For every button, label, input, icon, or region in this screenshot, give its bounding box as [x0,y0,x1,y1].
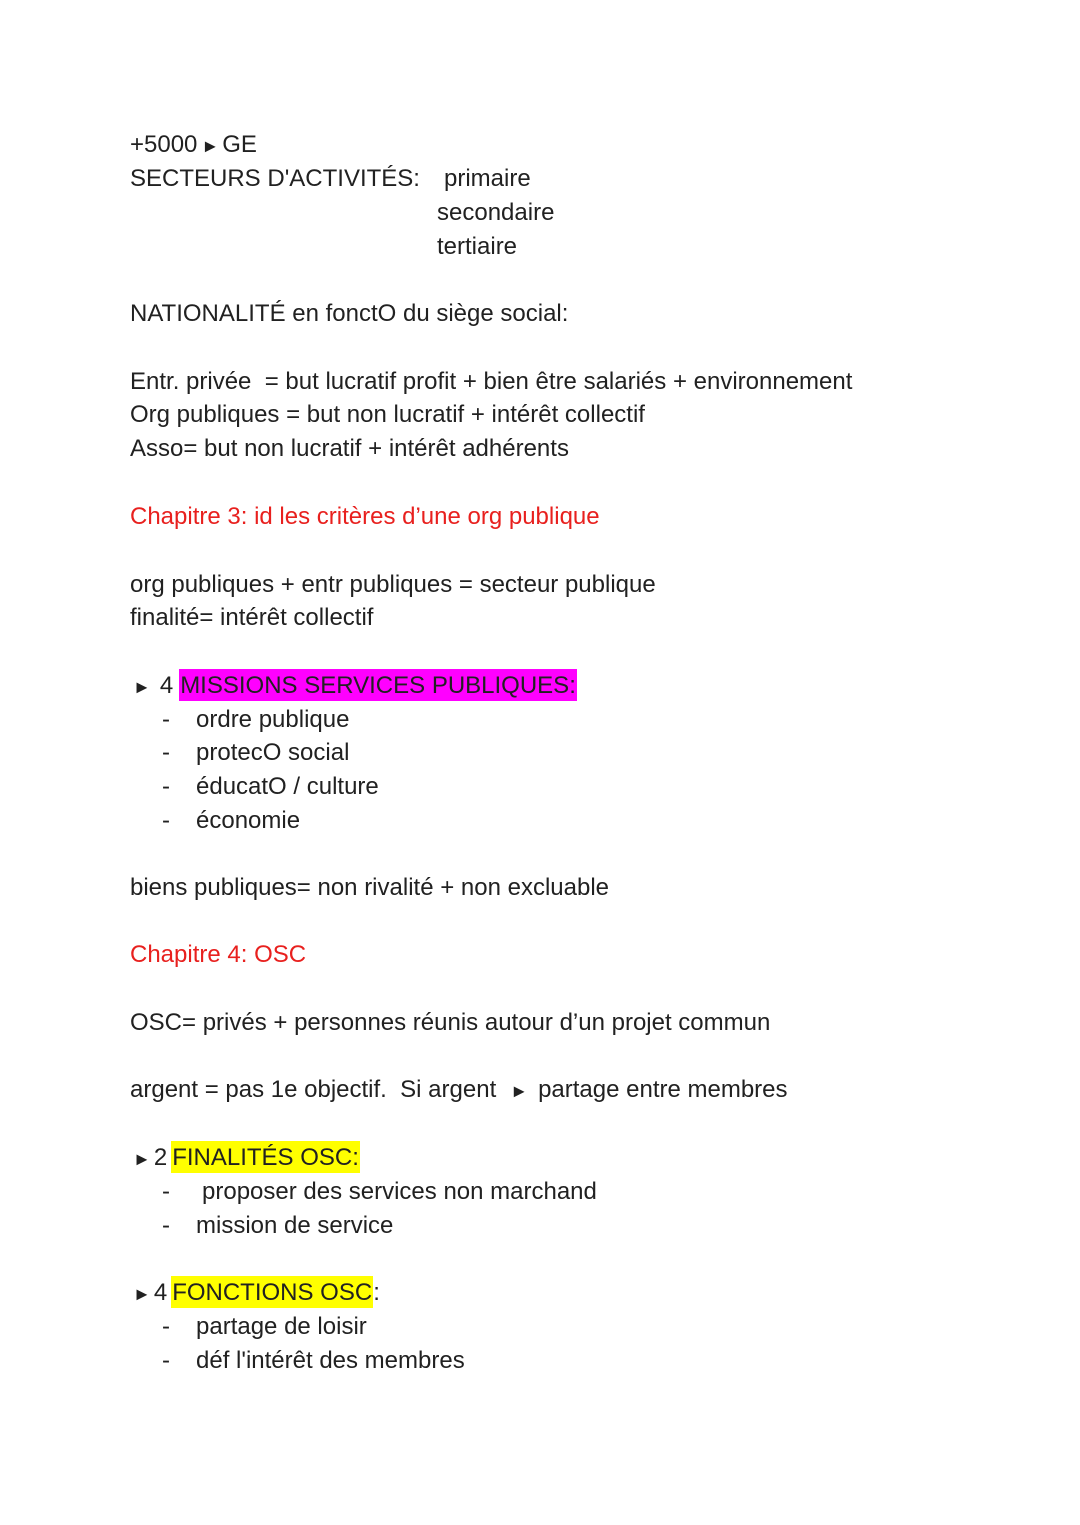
function-item-text: déf l'intérêt des membres [196,1347,465,1374]
finalities-heading-line [133,1141,360,1175]
finality-item-text: mission de service [196,1212,394,1239]
list-item [162,1344,465,1378]
finalities-heading: FINALITÉS OSC: [171,1141,360,1173]
sectors-label: SECTEURS D'ACTIVITÉS: [130,165,420,192]
functions-heading-line [133,1276,380,1310]
list-item [162,1209,393,1243]
finality-item-text: proposer des services non marchand [202,1178,597,1205]
list-item [162,736,349,770]
bullet-dash: - [162,773,170,800]
bullet-dash: - [162,739,170,766]
list-item [162,770,379,804]
bullet-dash: - [162,807,170,834]
finalities-count: 2 [153,1144,168,1171]
list-item [162,1175,597,1209]
sector-primary: primaire [444,165,531,192]
osc-definition-line: OSC= privés + personnes réunis autour d’un projet commun [130,1009,771,1036]
chapter3-title: Chapitre 3: id les critères d’une org publique [130,503,600,530]
mission-item-text: ordre publique [196,706,350,733]
missions-count: 4 [159,672,174,699]
definition-association: Asso= but non lucratif + intérêt adhérents [130,435,569,462]
count-line [130,128,257,162]
public-goods-line: biens publiques= non rivalité + non excluable [130,874,610,901]
count-value: +5000 [130,131,198,158]
list-item [162,703,349,737]
arrow-icon: ► [510,1081,529,1101]
money-text-after: partage entre membres [538,1076,788,1103]
function-item-text: partage de loisir [196,1313,367,1340]
chapter4-title: Chapitre 4: OSC [130,941,307,968]
bullet-dash: - [162,1313,170,1340]
public-sector-line: org publiques + entr publiques = secteur publique [130,571,656,598]
bullet-dash: - [162,1347,170,1374]
list-item [162,804,300,838]
functions-heading-colon: : [373,1279,380,1306]
missions-heading-line [133,669,577,703]
arrow-icon: ► [201,136,220,156]
functions-count: 4 [153,1279,168,1306]
count-target: GE [222,131,257,158]
sector-tertiary: tertiaire [437,233,518,260]
list-item [162,1310,367,1344]
mission-item-text: économie [196,807,301,834]
finality-line: finalité= intérêt collectif [130,604,374,631]
definition-private-company: Entr. privée = but lucratif profit + bien être salariés + environnement [130,368,853,395]
mission-item-text: éducatO / culture [196,773,379,800]
money-line [130,1073,788,1107]
money-text-before: argent = pas 1e objectif. Si argent [130,1076,497,1103]
mission-item-text: protecO social [196,739,350,766]
arrow-icon: ► [133,1284,151,1304]
bullet-dash: - [162,1212,170,1239]
missions-heading: MISSIONS SERVICES PUBLIQUES: [179,669,577,701]
nationality-line: NATIONALITÉ en fonctO du siège social: [130,300,569,327]
functions-heading: FONCTIONS OSC [171,1276,373,1308]
arrow-icon: ► [133,677,151,697]
bullet-dash: - [162,706,170,733]
bullet-dash: - [162,1178,170,1205]
arrow-icon: ► [133,1149,151,1169]
definition-public-org: Org publiques = but non lucratif + intérêt collectif [130,401,645,428]
sector-secondary: secondaire [437,199,555,226]
